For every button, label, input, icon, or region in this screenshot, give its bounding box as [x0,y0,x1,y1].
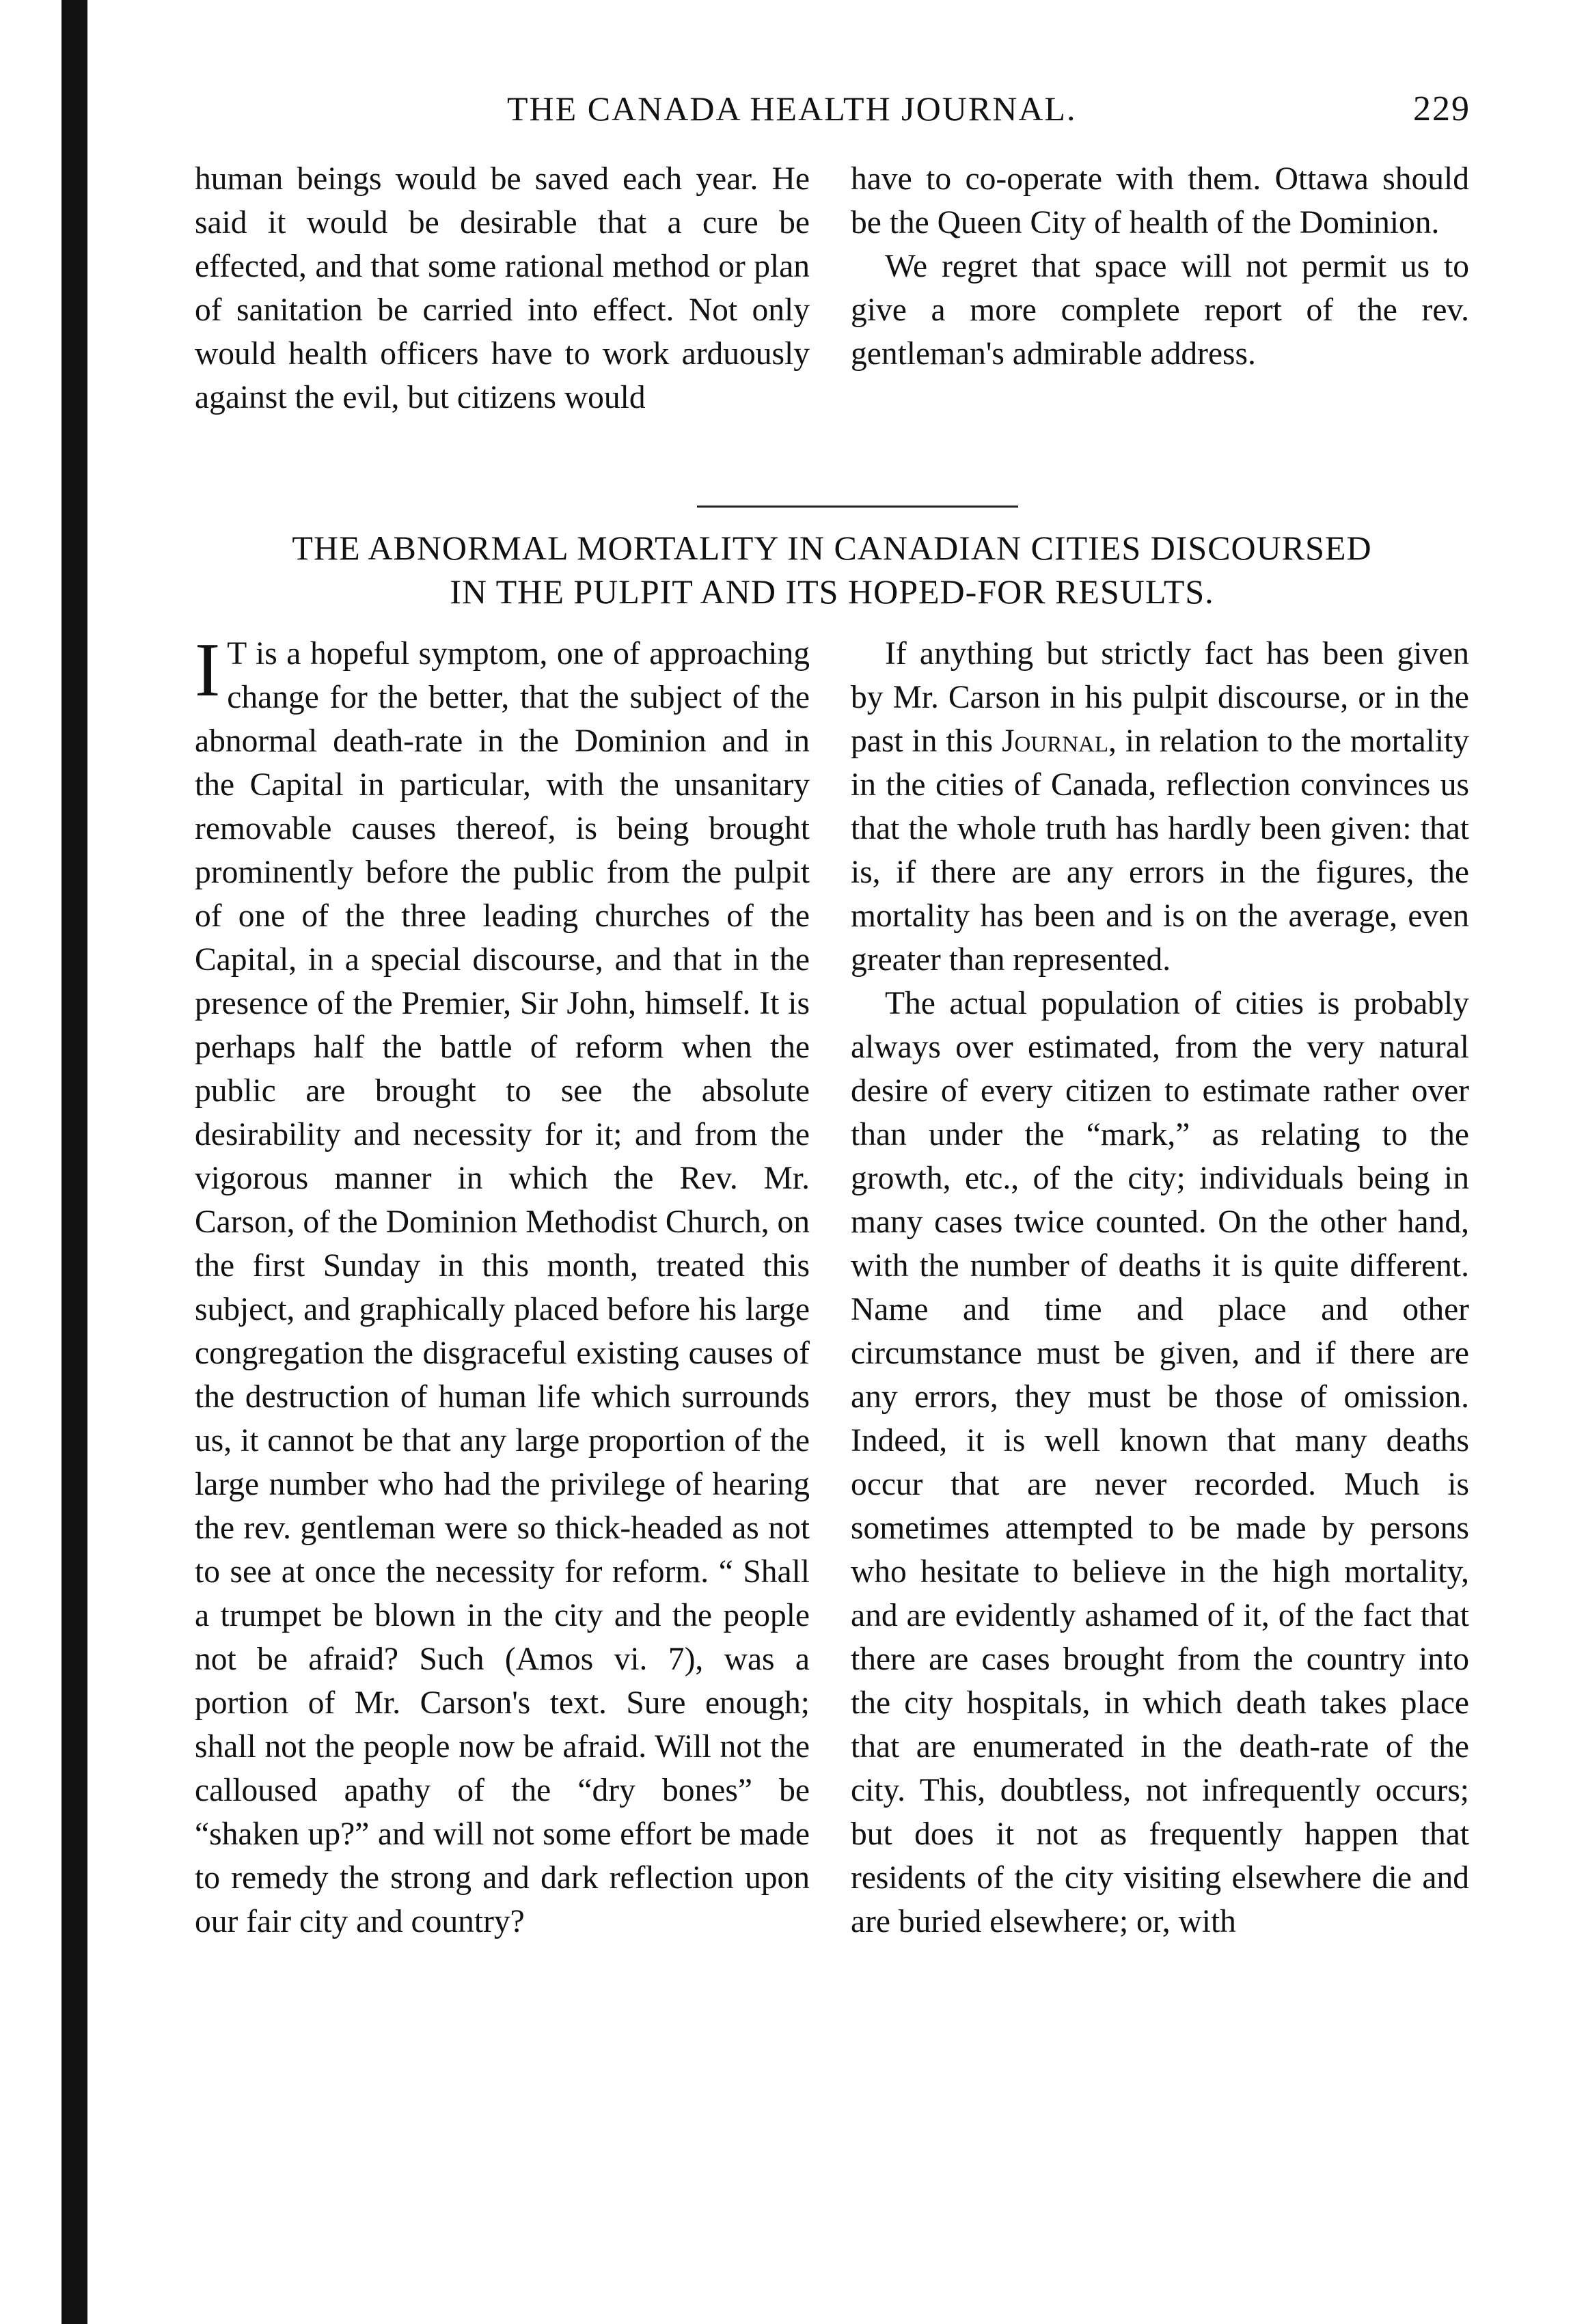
headline-line-2: IN THE PULPIT AND ITS HOPED-FOR RESULTS. [450,572,1214,611]
continued-text-left-column [195,157,810,419]
headline-line-1: THE ABNORMAL MORTALITY IN CANADIAN CITIES DISCOURSED [292,529,1372,567]
opening-paragraph [195,628,810,1943]
page-number: 229 [1413,89,1471,128]
running-title: THE CANADA HEALTH JOURNAL. [507,89,1077,128]
fact-paragraph [851,632,1469,982]
drop-cap: I [195,628,221,713]
fact-paragraph-text-b: , in relation to the mortality in the cities of Canada, reflection convinces us that the whole truth has hardly been given: that is, if there are any errors in the figures, the mortality has been and is on the average, even greater than represented. [851,723,1469,978]
article-headline [195,526,1469,613]
continued-paragraph: human beings would be saved each year. He said it would be desirable that a cure be effected, and that some rational method or plan of sanitation be carried into effect. Not only would health officers have to work arduously against the evil, but citizens would [195,161,810,415]
continued-paragraph-end: have to co-operate with them. Ottawa should be the Queen City of health of the Dominion. [851,161,1469,240]
journal-word: Journal [1002,723,1109,759]
opening-paragraph-text: T is a hopeful symptom, one of approaching change for the better, that the subject of the abnormal death-rate in the Dominion and in the Capital in particular, with the unsanitary removable causes thereof, is being brought prominently before the public from the pulpit of one of the three leading churches of the Capital, in a special discourse, and that in the presence of the Premier, Sir John, himself. It is perhaps half the battle of reform when the public are brought to see the absolute desirability and necessity for it; and from the vigorous manner in which the Rev. Mr. Carson, of the Dominion Methodist Church, on the first Sunday in this month, treated this subject, and graphically placed before his large congregation the disgraceful existing causes of the destruction of human life which surrounds us, it cannot be that any large proportion of the large number who had the privilege of hearing the rev. gentleman were so thick-headed as not to see at once the necessity for reform. “ Shall a trumpet be blown in the city and the people not be afraid? Such (Amos vi. 7), was a portion of Mr. Carson's text. Sure enough; shall not the people now be afraid. Will not the calloused apathy of the “dry bones” be “shaken up?” and will not some effort be made to remedy the strong and dark reflection upon our fair city and country? [195,636,810,1939]
population-paragraph: The actual population of cities is probably always over estimated, from the very natural desire of every citizen to estimate rather over than under the “mark,” as relating to the growth, etc., of the city; individuals being in many cases twice counted. On the other hand, with the number of deaths it is quite different. Name and time and place and other circumstance must be given, and if there are any errors, they must be those of omission. Indeed, it is well known that many deaths occur that are never recorded. Much is sometimes attempted to be made by persons who hesitate to believe in the high mortality, and are evidently ashamed of it, of the fact that there are cases brought from the country into the city hospitals, in which death takes place that are enumerated in the death-rate of the city. This, doubtless, not infrequently occurs; but does it not as frequently happen that residents of the city visiting elsewhere die and are buried elsewhere; or, with [851,986,1469,1939]
continued-text-right-column [851,157,1469,376]
section-divider [697,506,1018,508]
fact-paragraph-text-a: If anything but strictly fact has been given by Mr. Carson in his pulpit discourse, or in the past in this [851,636,1469,759]
regret-paragraph: We regret that space will not permit us to give a more complete report of the rev. gentleman's admirable address. [851,249,1469,372]
article-left-column [195,628,810,1943]
article-right-column [851,632,1469,1943]
page-header [193,81,1471,142]
binding-edge [61,0,87,2324]
